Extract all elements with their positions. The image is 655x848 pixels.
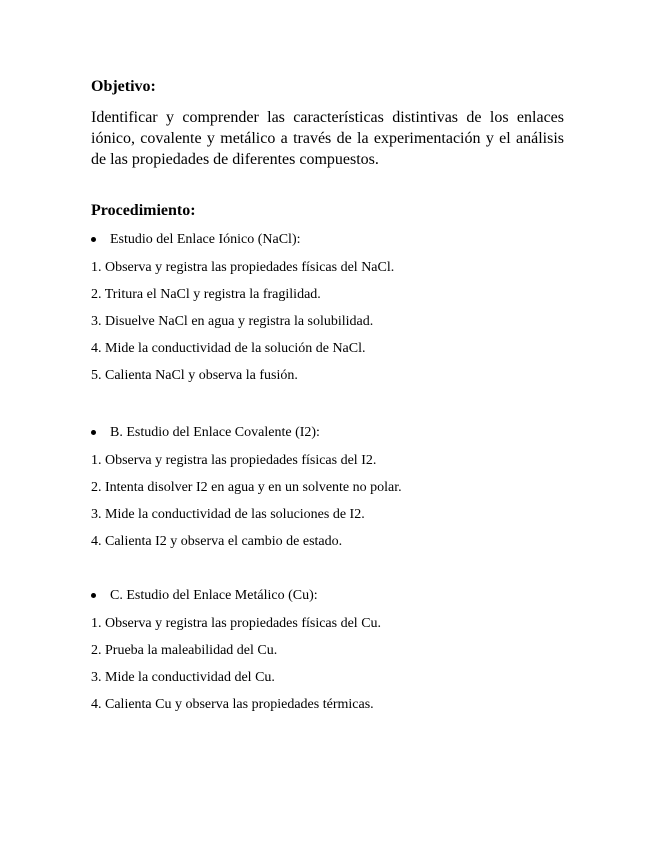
- step-list: [91, 451, 571, 552]
- step-item: 1. Observa y registra las propiedades físicas del NaCl.: [91, 260, 395, 275]
- bullet-icon: [91, 593, 96, 598]
- step-item: 4. Calienta Cu y observa las propiedades térmicas.: [91, 697, 374, 712]
- bullet-icon: [91, 237, 96, 242]
- step-item: 1. Observa y registra las propiedades físicas del I2.: [91, 453, 377, 468]
- section-title: B. Estudio del Enlace Covalente (I2):: [110, 425, 320, 440]
- step-item: 3. Disuelve NaCl en agua y registra la solubilidad.: [91, 314, 374, 329]
- step-item: 2. Tritura el NaCl y registra la fragilidad.: [91, 287, 321, 302]
- procedure-heading: Procedimiento:: [91, 202, 196, 219]
- procedure-section-ionic: [91, 230, 571, 393]
- step-list: [91, 258, 571, 386]
- step-item: 2. Prueba la maleabilidad del Cu.: [91, 643, 278, 658]
- bullet-icon: [91, 430, 96, 435]
- procedure-section-covalent: [91, 423, 571, 559]
- section-title-row: [91, 230, 571, 250]
- step-item: 4. Mide la conductividad de la solución de NaCl.: [91, 341, 366, 356]
- objective-text: Identificar y comprender las características distintivas de los enlaces iónico, covalente y metálico a través de la experimentación y el análisis de las propiedades de diferentes compuestos.: [91, 109, 564, 168]
- step-item: 5. Calienta NaCl y observa la fusión.: [91, 368, 298, 383]
- procedure-section-metallic: [91, 586, 571, 722]
- step-item: 2. Intenta disolver I2 en agua y en un solvente no polar.: [91, 480, 402, 495]
- step-item: 1. Observa y registra las propiedades físicas del Cu.: [91, 616, 382, 631]
- section-title: Estudio del Enlace Iónico (NaCl):: [110, 232, 301, 247]
- step-list: [91, 614, 571, 715]
- step-item: 4. Calienta I2 y observa el cambio de estado.: [91, 534, 343, 549]
- step-item: 3. Mide la conductividad del Cu.: [91, 670, 275, 685]
- section-title: C. Estudio del Enlace Metálico (Cu):: [110, 588, 318, 603]
- section-title-row: [91, 586, 571, 606]
- objective-heading: Objetivo:: [91, 78, 156, 95]
- step-item: 3. Mide la conductividad de las soluciones de I2.: [91, 507, 365, 522]
- section-title-row: [91, 423, 571, 443]
